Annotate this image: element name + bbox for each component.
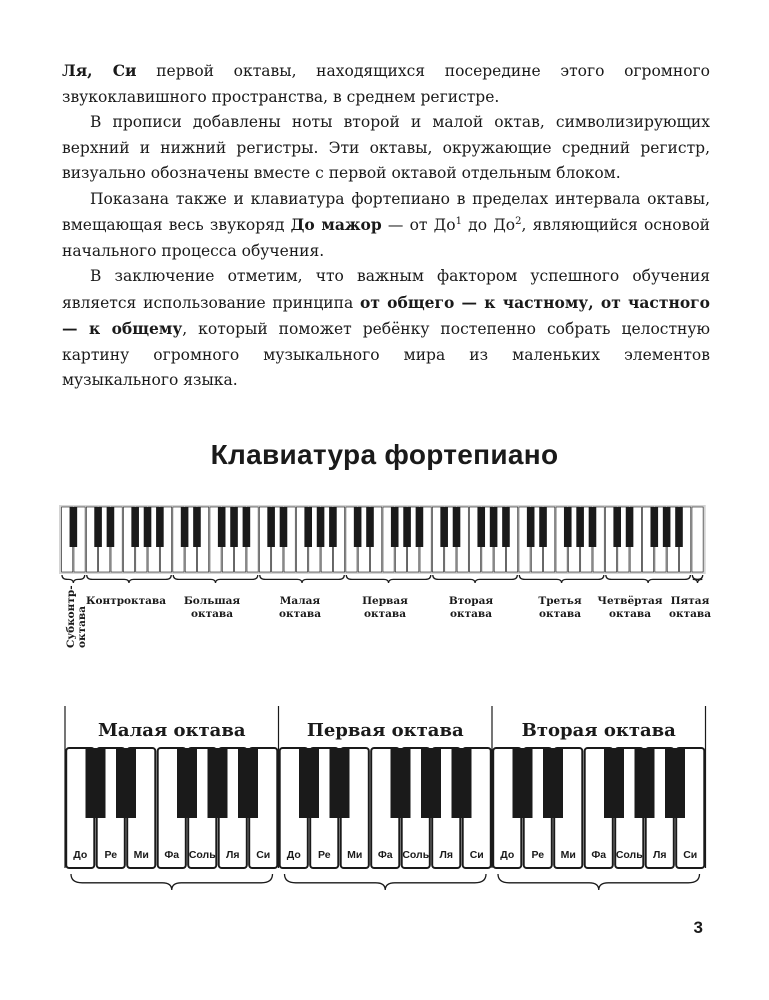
black-key <box>70 507 78 547</box>
black-key <box>626 507 634 547</box>
text-run: В заключение отметим, что важным фактором успешного обучения является использование принципа <box>62 267 710 312</box>
black-key <box>131 507 139 547</box>
octave-label-1: Контроктава <box>85 595 167 607</box>
octave-label-4: октава <box>364 608 406 620</box>
text-run: до До <box>461 216 516 234</box>
black-key <box>513 748 533 818</box>
octave-brace <box>498 874 700 890</box>
black-key <box>94 507 102 547</box>
octave-label-3: Малая <box>279 595 321 607</box>
black-key <box>299 748 319 818</box>
black-key <box>86 748 106 818</box>
octave-label-8: Пятая <box>670 595 710 607</box>
black-key <box>330 748 350 818</box>
superscript: 1 <box>455 215 462 227</box>
octave-title-0: Малая октава <box>98 720 246 741</box>
black-key <box>589 507 597 547</box>
black-key <box>107 507 115 547</box>
text-run: Показана также и клавиатура фортепиано в пределах интервала октавы, вмещающая весь звукоряд <box>62 189 710 234</box>
text-run: , являющийся основой начального процесса обучения. <box>62 216 711 260</box>
black-key <box>238 748 258 818</box>
text-run: В прописи добавлены ноты второй и малой октав, символизирующих верхний и нижний регистры. Эти октавы, окружающие средний регистр, визуально обозначены вместе с первой октавой отдельным блоком. <box>62 113 710 182</box>
note-name: Ля <box>439 849 453 861</box>
black-key <box>354 507 362 547</box>
black-key <box>453 507 461 547</box>
full-piano-keyboard <box>0 500 769 660</box>
white-key <box>692 507 703 572</box>
octave-label-6: октава <box>539 608 581 620</box>
black-key <box>665 748 685 818</box>
black-key <box>502 507 510 547</box>
octave-brace <box>692 575 702 583</box>
black-key <box>243 507 251 547</box>
note-name: Ре <box>104 849 118 861</box>
note-name: Фа <box>377 849 393 861</box>
note-name: До <box>286 849 301 861</box>
octave-title-1: Первая октава <box>306 720 464 741</box>
note-name: Ля <box>226 849 240 861</box>
note-name: Си <box>469 849 484 861</box>
black-key <box>177 748 197 818</box>
text-run: — от До <box>381 216 456 234</box>
black-key <box>304 507 312 547</box>
paragraph <box>62 187 710 265</box>
octave-label-2: Большая <box>183 595 241 607</box>
octave-label-5: октава <box>450 608 492 620</box>
octave-label-6: Третья <box>538 595 582 607</box>
black-key <box>156 507 164 547</box>
note-name: Соль <box>615 849 643 861</box>
note-name: Ми <box>133 849 149 861</box>
octave-label-line: Субконтр- <box>65 585 77 648</box>
black-key <box>604 748 624 818</box>
note-name: Ре <box>317 849 331 861</box>
black-key <box>576 507 584 547</box>
black-key <box>181 507 189 547</box>
note-name: Соль <box>188 849 216 861</box>
note-name: До <box>500 849 515 861</box>
black-key <box>416 507 424 547</box>
black-key <box>116 748 136 818</box>
black-key <box>564 507 572 547</box>
note-name: До <box>73 849 88 861</box>
black-key <box>527 507 535 547</box>
octave-label-7: Четвёртая <box>597 595 663 607</box>
black-key <box>421 748 441 818</box>
paragraph <box>62 264 710 394</box>
note-name: Ре <box>531 849 545 861</box>
octave-brace <box>519 575 604 583</box>
octave-label-0 <box>65 585 88 648</box>
note-name: Фа <box>164 849 180 861</box>
octave-label-5: Вторая <box>448 595 494 607</box>
octave-brace <box>346 575 431 583</box>
black-key <box>280 507 288 547</box>
black-key <box>539 507 547 547</box>
black-key <box>230 507 238 547</box>
octave-brace <box>433 575 518 583</box>
octave-brace <box>606 575 691 583</box>
black-key <box>477 507 485 547</box>
note-name: Си <box>683 849 698 861</box>
black-key <box>403 507 411 547</box>
black-key <box>663 507 671 547</box>
section-title: Клавиатура фортепиано <box>210 439 559 470</box>
octave-label-line: октава <box>76 606 88 648</box>
black-key <box>218 507 226 547</box>
black-key <box>543 748 563 818</box>
note-name: Ми <box>560 849 576 861</box>
octave-brace <box>173 575 258 583</box>
octave-label-3: октава <box>279 608 321 620</box>
note-name: Ля <box>653 849 667 861</box>
body-text <box>62 58 710 394</box>
bold-text: от общего — к частному, от частного — к общему <box>62 292 710 338</box>
bold-text: До мажор <box>290 215 382 234</box>
bold-text: Ля, Си <box>62 61 137 80</box>
black-key <box>329 507 337 547</box>
black-key <box>317 507 325 547</box>
black-key <box>267 507 275 547</box>
octave-label-2: октава <box>191 608 233 620</box>
black-key <box>391 748 411 818</box>
black-key <box>366 507 374 547</box>
octave-brace <box>62 575 85 583</box>
octave-brace <box>71 874 273 890</box>
octave-label-4: Первая <box>362 595 408 607</box>
note-name: Си <box>256 849 271 861</box>
black-key <box>208 748 228 818</box>
three-octave-keyboard <box>0 706 769 896</box>
note-name: Соль <box>402 849 430 861</box>
octave-title-2: Вторая октава <box>521 720 676 741</box>
black-key <box>613 507 621 547</box>
octave-brace <box>260 575 345 583</box>
octave-brace <box>285 874 487 890</box>
note-name: Ми <box>347 849 363 861</box>
note-name: Фа <box>591 849 607 861</box>
paragraph <box>62 58 710 110</box>
black-key <box>144 507 152 547</box>
black-key <box>440 507 448 547</box>
text-run: , который поможет ребёнку постепенно собрать целостную картину огромного музыкального мира из маленьких элементов музыкального языка. <box>62 320 710 389</box>
octave-label-7: октава <box>609 608 651 620</box>
black-key <box>650 507 658 547</box>
black-key <box>391 507 399 547</box>
black-key <box>635 748 655 818</box>
black-key <box>490 507 498 547</box>
superscript: 2 <box>515 215 522 227</box>
octave-brace <box>87 575 172 583</box>
page-number: 3 <box>693 918 703 937</box>
black-key <box>675 507 683 547</box>
paragraph <box>62 110 710 187</box>
black-key <box>452 748 472 818</box>
text-run: первой октавы, находящихся посередине этого огромного звукоклавишного пространства, в среднем регистре. <box>62 62 710 106</box>
octave-label-8: октава <box>669 608 711 620</box>
black-key <box>193 507 201 547</box>
